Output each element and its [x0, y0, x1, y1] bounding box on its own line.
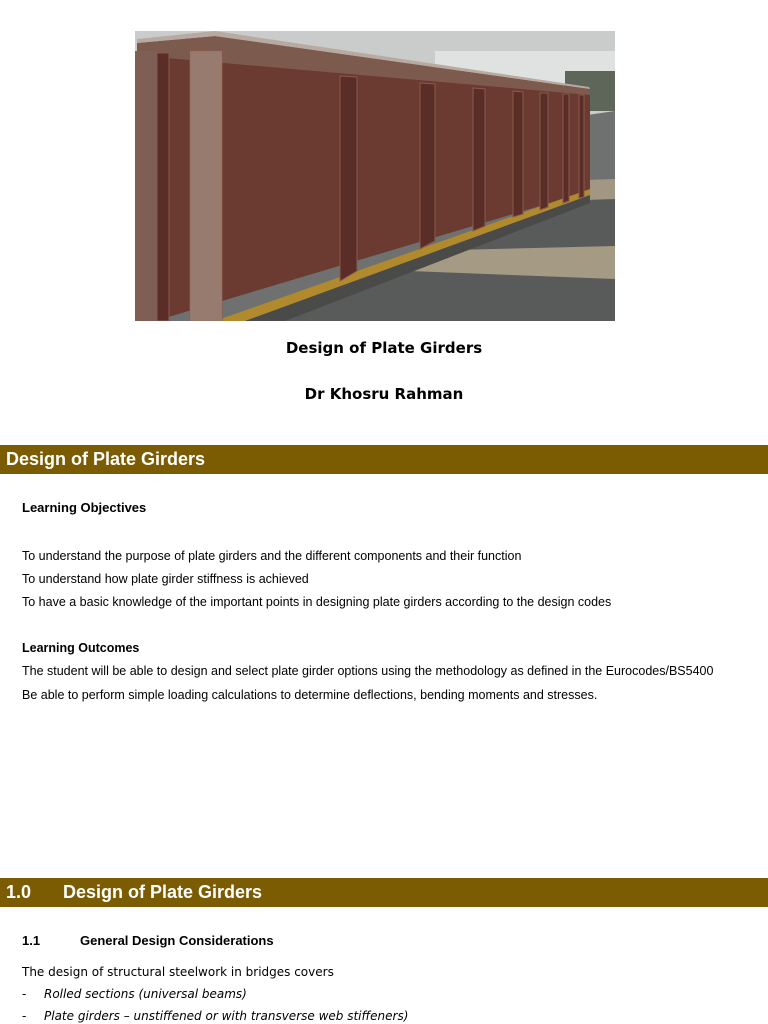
outcome-item: The student will be able to design and select plate girder options using the methodology as defined in the Eurocodes/BS5400 [22, 664, 714, 678]
plate-girder-photo [135, 31, 615, 321]
bullet-dash: - [22, 1009, 27, 1023]
section-band-intro [0, 445, 768, 474]
section-number: 1.0 [6, 882, 32, 902]
section-heading: Design of Plate Girders [6, 449, 206, 469]
objectives-heading: Learning Objectives [22, 500, 147, 515]
section-band-1 [0, 878, 768, 907]
bullet-dash: - [22, 987, 27, 1001]
cover-title: Design of Plate Girders [285, 339, 483, 357]
outcome-item: Be able to perform simple loading calculations to determine deflections, bending moments and stresses. [22, 688, 598, 702]
list-item-text: Plate girders – unstiffened or with transverse web stiffeners) [44, 1009, 409, 1023]
subsection-heading [22, 933, 274, 948]
objective-item: To understand the purpose of plate girders and the different components and their function [22, 549, 522, 563]
list-item-text: Rolled sections (universal beams) [44, 987, 247, 1001]
intro-text: The design of structural steelwork in bridges covers [22, 965, 334, 979]
subsection-title: General Design Considerations [80, 933, 274, 948]
objective-item: To have a basic knowledge of the important points in designing plate girders according to the design codes [22, 595, 612, 609]
list-item [22, 1009, 408, 1023]
cover-author: Dr Khosru Rahman [304, 385, 464, 403]
objective-item: To understand how plate girder stiffness is achieved [22, 572, 309, 586]
section-heading: Design of Plate Girders [63, 882, 263, 902]
subsection-number: 1.1 [22, 933, 41, 948]
outcomes-heading: Learning Outcomes [22, 641, 140, 655]
list-item [22, 987, 247, 1001]
